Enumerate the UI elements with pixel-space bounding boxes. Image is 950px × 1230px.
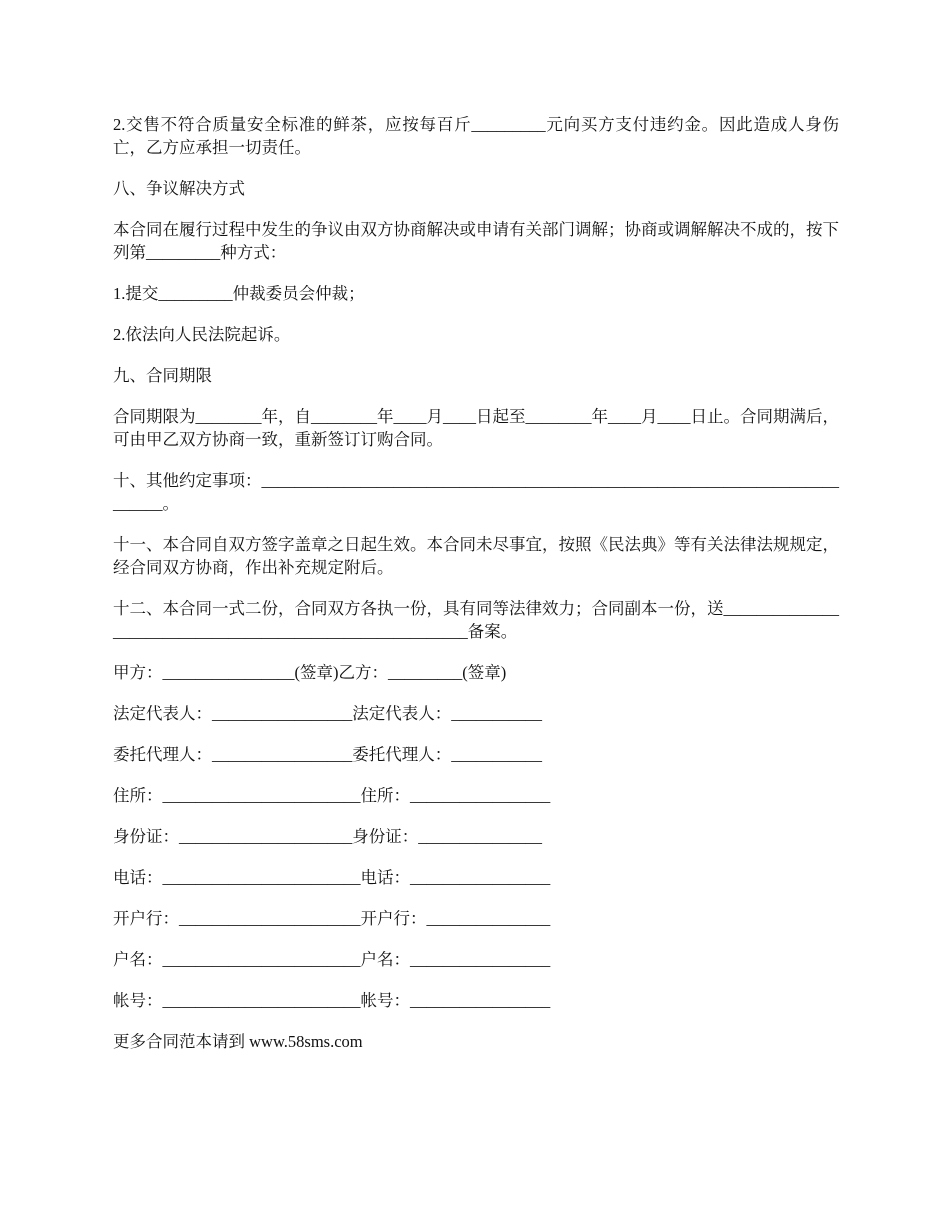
- signature-row-agent: [113, 743, 839, 766]
- clause-copies: 十二、本合同一式二份，合同双方各执一份，具有同等法律效力；合同副本一份，送_________________________________________________________备案。: [113, 599, 839, 641]
- bank-left: 开户行：______________________: [113, 909, 361, 928]
- signature-row-phone: [113, 866, 839, 889]
- clause-court-option: 2.依法向人民法院起诉。: [113, 325, 291, 344]
- signature-row-legal-rep: [113, 702, 839, 725]
- id-left: 身份证：_____________________: [113, 827, 353, 846]
- legal-rep-left: 法定代表人：_________________: [113, 704, 353, 723]
- footer-note: 更多合同范本请到 www.58sms.com: [113, 1032, 363, 1051]
- account-number-left: 帐号：________________________: [113, 991, 361, 1010]
- party-signature-line: 甲方：________________(签章)乙方：_________(签章): [113, 663, 507, 682]
- clause-penalty-fresh-tea: 2.交售不符合质量安全标准的鲜茶，应按每百斤_________元向买方支付违约金。因此造成人身伤亡，乙方应承担一切责任。: [113, 115, 839, 157]
- clause-other-matters: 十、其他约定事项：____________________________________________________________________________。: [113, 471, 839, 513]
- account-name-left: 户名：________________________: [113, 950, 361, 969]
- clause-dispute-resolution: 本合同在履行过程中发生的争议由双方协商解决或申请有关部门调解；协商或调解解决不成的，按下列第_________种方式：: [113, 220, 839, 262]
- signature-row-account-name: [113, 948, 839, 971]
- id-right: 身份证：_______________: [352, 827, 542, 846]
- signature-row-parties: [113, 661, 839, 684]
- bank-right: 开户行：_______________: [360, 909, 551, 928]
- account-number-right: 帐号：_________________: [360, 991, 551, 1010]
- signature-row-account-number: [113, 989, 839, 1012]
- agent-left: 委托代理人：_________________: [113, 745, 353, 764]
- document-page: [113, 113, 839, 1071]
- clause-contract-term: 合同期限为________年，自________年____月____日起至________年____月____日止。合同期满后，可由甲乙双方协商一致，重新签订订购合同。: [113, 407, 839, 449]
- clause-arbitration-option: 1.提交_________仲裁委员会仲裁；: [113, 284, 365, 303]
- section-heading-dispute-resolution: 八、争议解决方式: [113, 179, 245, 198]
- address-right: 住所：_________________: [360, 786, 551, 805]
- account-name-right: 户名：_________________: [360, 950, 551, 969]
- legal-rep-right: 法定代表人：___________: [352, 704, 542, 723]
- address-left: 住所：________________________: [113, 786, 361, 805]
- signature-row-bank: [113, 907, 839, 930]
- section-heading-contract-term: 九、合同期限: [113, 366, 212, 385]
- signature-row-address: [113, 784, 839, 807]
- clause-effectiveness: 十一、本合同自双方签字盖章之日起生效。本合同未尽事宜，按照《民法典》等有关法律法规规定，经合同双方协商，作出补充规定附后。: [113, 535, 839, 577]
- phone-left: 电话：________________________: [113, 868, 361, 887]
- agent-right: 委托代理人：___________: [352, 745, 542, 764]
- phone-right: 电话：_________________: [360, 868, 551, 887]
- signature-row-id: [113, 825, 839, 848]
